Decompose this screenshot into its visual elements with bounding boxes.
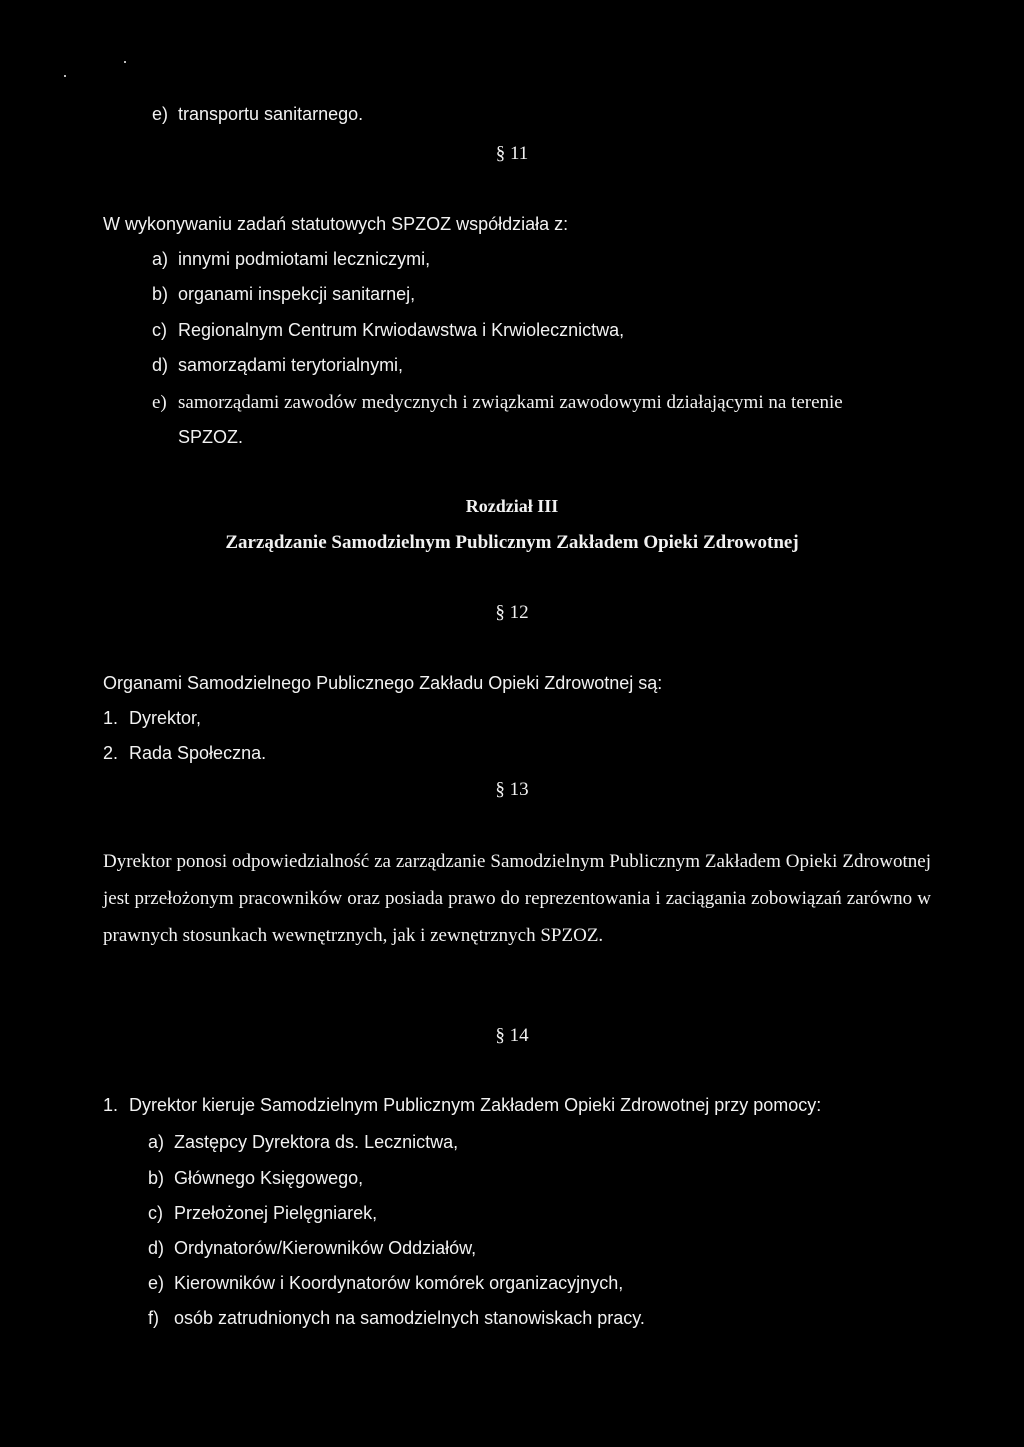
list-marker: e) [152, 104, 169, 124]
list-item-text: Regionalnym Centrum Krwiodawstwa i Krwiolecznictwa, [178, 320, 625, 340]
list-item-text: Kierowników i Koordynatorów komórek organizacyjnych, [174, 1273, 624, 1293]
section-heading-12: § 12 [495, 602, 529, 623]
list-item-text: Przełożonej Pielęgniarek, [174, 1203, 378, 1223]
scan-speck [64, 75, 66, 77]
chapter-title: Zarządzanie Samodzielnym Publicznym Zakładem Opieki Zdrowotnej [225, 532, 799, 553]
list-item [152, 320, 624, 342]
list-marker: d) [148, 1238, 165, 1258]
list-marker: f) [148, 1308, 159, 1328]
section-intro-11: W wykonywaniu zadań statutowych SPZOZ współdziała z: [103, 214, 569, 234]
list-item-text: Zastępcy Dyrektora ds. Lecznictwa, [174, 1132, 459, 1152]
list-item-text: Rada Społeczna. [129, 743, 267, 763]
section-intro-12: Organami Samodzielnego Publicznego Zakładu Opieki Zdrowotnej są: [103, 673, 663, 693]
list-marker: 2. [103, 743, 119, 763]
list-item-text: Ordynatorów/Kierowników Oddziałów, [174, 1238, 477, 1258]
list-item [148, 1168, 363, 1190]
list-item [148, 1203, 377, 1225]
section-paragraph-13: Dyrektor ponosi odpowiedzialność za zarządzanie Samodzielnym Publicznym Zakładem Opieki Zdrowotnej jest przełożonym pracowników oraz posiada prawo do reprezentowania i zaciągania zobowiązań zarówno w prawnych stosunkach wewnętrznych, jak i zewnętrznych SPZOZ. [103, 851, 931, 946]
list-item [103, 743, 266, 765]
section-heading-13: § 13 [495, 779, 529, 800]
list-item [148, 1308, 645, 1330]
list-item-text: samorządami terytorialnymi, [178, 355, 404, 375]
list-marker: b) [152, 284, 169, 304]
list-item-continuation: SPZOZ. [178, 427, 244, 447]
list-item [103, 708, 201, 730]
list-item [152, 104, 363, 126]
list-item-text: osób zatrudnionych na samodzielnych stanowiskach pracy. [174, 1308, 645, 1328]
chapter-label: Rozdział III [465, 496, 559, 516]
numbered-point [103, 1095, 821, 1117]
list-marker: a) [152, 249, 169, 269]
list-item-text: Głównego Księgowego, [174, 1168, 364, 1188]
list-item [152, 249, 430, 271]
list-marker: 1. [103, 1095, 119, 1115]
scan-speck [124, 61, 126, 63]
list-marker: e) [148, 1273, 165, 1293]
list-marker: a) [148, 1132, 165, 1152]
list-item-text: innymi podmiotami leczniczymi, [178, 249, 431, 269]
list-item-text: Dyrektor, [129, 708, 202, 728]
list-marker: d) [152, 355, 169, 375]
section-heading-14: § 14 [495, 1025, 529, 1046]
list-item-text: Dyrektor kieruje Samodzielnym Publicznym Zakładem Opieki Zdrowotnej przy pomocy: [129, 1095, 822, 1115]
section-heading-11: § 11 [495, 143, 529, 164]
list-item [152, 284, 415, 306]
list-marker: c) [148, 1203, 163, 1223]
list-item-text: organami inspekcji sanitarnej, [178, 284, 416, 304]
list-marker: 1. [103, 708, 119, 728]
list-marker: e) [152, 392, 167, 413]
list-item [152, 392, 843, 415]
list-marker: c) [152, 320, 167, 340]
list-marker: b) [148, 1168, 165, 1188]
list-item [148, 1273, 623, 1295]
list-item-text: transportu sanitarnego. [178, 104, 364, 124]
list-item [152, 355, 403, 377]
list-item [148, 1132, 458, 1154]
list-item-text: samorządami zawodów medycznych i związkami zawodowymi działającymi na terenie [178, 392, 843, 413]
list-item [148, 1238, 476, 1260]
